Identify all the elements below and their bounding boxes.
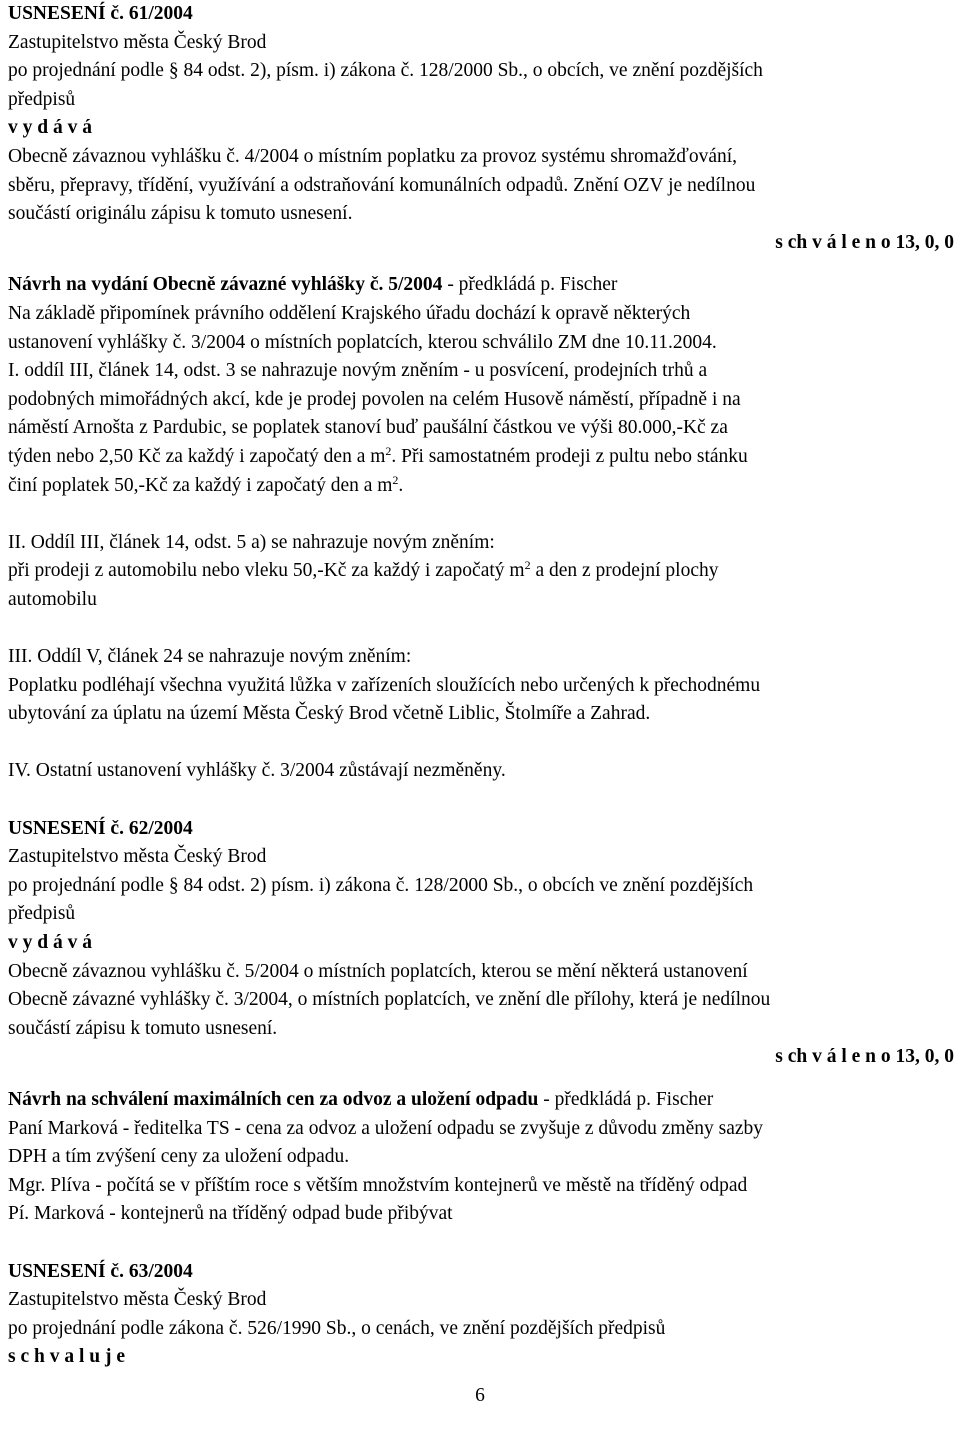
text-fragment: a den z prodejní plochy — [530, 560, 719, 582]
change-3-text: III. Oddíl V, článek 24 se nahrazuje novým zněním: — [8, 646, 412, 668]
text-fragment: činí poplatek 50,-Kč za každý i započatý den a m — [8, 474, 393, 496]
change-1-text: náměstí Arnošta z Pardubic, se poplatek stanoví buď paušální částkou ve výši 80.000,-Kč za — [8, 417, 728, 439]
council-name: Zastupitelstvo města Český Brod — [8, 31, 267, 53]
change-2-text: automobilu — [8, 588, 97, 610]
resolution-63 — [8, 1258, 954, 1372]
text-fragment: při prodeji z automobilu nebo vleku 50,-Kč za každý i započatý m — [8, 560, 525, 582]
legal-basis-continued: předpisů — [8, 903, 76, 925]
resolution-text: sběru, přepravy, třídění, využívání a odstraňování komunálních odpadů. Znění OZV je nedílnou — [8, 174, 756, 196]
proposal-heading-line — [8, 1086, 954, 1115]
page-number: 6 — [475, 1385, 485, 1406]
change-1-text: I. oddíl III, článek 14, odst. 3 se nahrazuje novým zněním - u posvícení, prodejních trhů a — [8, 360, 708, 382]
resolution-verb: v y d á v á — [8, 117, 92, 139]
legal-basis: po projednání podle § 84 odst. 2), písm. i) zákona č. 128/2000 Sb., o obcích, ve znění pozdějších — [8, 60, 763, 82]
resolution-verb: v y d á v á — [8, 932, 92, 953]
document-page — [8, 0, 954, 1372]
proposal-max-prices — [8, 1086, 954, 1229]
discussion-text: Mgr. Plíva - počítá se v příštím roce s větším množstvím kontejnerů ve městě na tříděný odpad — [8, 1174, 748, 1196]
proposal-heading: Návrh na schválení maximálních cen za odvoz a uložení odpadu — [8, 1088, 539, 1110]
vote-result: s ch v á l e n o 13, 0, 0 — [775, 231, 954, 253]
text-fragment: . — [398, 474, 404, 496]
council-name: Zastupitelstvo města Český Brod — [8, 846, 267, 868]
proposal-intro: Na základě připomínek právního oddělení Krajského úřadu dochází k opravě některých — [8, 302, 691, 324]
resolution-text: součástí originálu zápisu k tomuto usnesení. — [8, 203, 353, 225]
change-2-text: II. Oddíl III, článek 14, odst. 5 a) se nahrazuje novým zněním: — [8, 531, 495, 553]
resolution-verb: s c h v a l u j e — [8, 1346, 125, 1368]
discussion-text: Pí. Marková - kontejnerů na tříděný odpad bude přibývat — [8, 1203, 453, 1225]
superscript: 2 — [392, 472, 399, 487]
superscript: 2 — [385, 443, 392, 458]
change-1-text — [8, 472, 954, 501]
legal-basis: po projednání podle zákona č. 526/1990 Sb., o cenách, ve znění pozdějších předpisů — [8, 1317, 666, 1339]
proposal-presenter: - předkládá p. Fischer — [442, 274, 618, 296]
resolution-text: součástí zápisu k tomuto usnesení. — [8, 1017, 278, 1039]
proposal-ozv-5-2004 — [8, 271, 954, 786]
resolution-text: Obecně závazné vyhlášky č. 3/2004, o místních poplatcích, ve znění dle přílohy, která je nedílnou — [8, 989, 771, 1011]
resolution-text: Obecně závaznou vyhlášku č. 5/2004 o místních poplatcích, kterou se mění některá ustanovení — [8, 960, 748, 982]
change-3-text: Poplatku podléhají všechna využitá lůžka v zařízeních sloužících nebo určených k přechodnému — [8, 674, 761, 696]
superscript: 2 — [524, 558, 531, 573]
council-name: Zastupitelstvo města Český Brod — [8, 1289, 267, 1311]
discussion-text: DPH a tím zvýšení ceny za uložení odpadu. — [8, 1146, 350, 1168]
resolution-title: USNESENÍ č. 62/2004 — [8, 817, 193, 839]
proposal-heading-line — [8, 271, 954, 300]
legal-basis: po projednání podle § 84 odst. 2) písm. i) zákona č. 128/2000 Sb., o obcích ve znění pozdějších — [8, 874, 754, 896]
text-fragment: týden nebo 2,50 Kč za každý i započatý den a m — [8, 445, 386, 467]
resolution-61 — [8, 0, 954, 257]
vote-result: s ch v á l e n o 13, 0, 0 — [775, 1046, 954, 1068]
resolution-text: Obecně závaznou vyhlášku č. 4/2004 o místním poplatku za provoz systému shromažďování, — [8, 145, 738, 167]
discussion-text: Paní Marková - ředitelka TS - cena za odvoz a uložení odpadu se zvyšuje z důvodu změny sazby — [8, 1117, 764, 1139]
proposal-heading: Návrh na vydání Obecně závazné vyhlášky č. 5/2004 — [8, 274, 443, 296]
change-2-text — [8, 557, 954, 586]
change-1-text — [8, 443, 954, 472]
change-1-text: podobných mimořádných akcí, kde je prodej povolen na celém Husově náměstí, případně i na — [8, 388, 741, 410]
change-4-text: IV. Ostatní ustanovení vyhlášky č. 3/2004 zůstávají nezměněny. — [8, 760, 506, 782]
resolution-title: USNESENÍ č. 61/2004 — [8, 3, 193, 24]
resolution-title: USNESENÍ č. 63/2004 — [8, 1260, 193, 1282]
change-3-text: ubytování za úplatu na území Města Český Brod včetně Liblic, Štolmíře a Zahrad. — [8, 703, 651, 725]
proposal-intro: ustanovení vyhlášky č. 3/2004 o místních poplatcích, kterou schválilo ZM dne 10.11.2004. — [8, 331, 717, 353]
legal-basis-continued: předpisů — [8, 88, 76, 110]
resolution-62 — [8, 815, 954, 1072]
text-fragment: . Při samostatném prodeji z pultu nebo stánku — [391, 445, 748, 467]
proposal-presenter: - předkládá p. Fischer — [538, 1088, 714, 1110]
